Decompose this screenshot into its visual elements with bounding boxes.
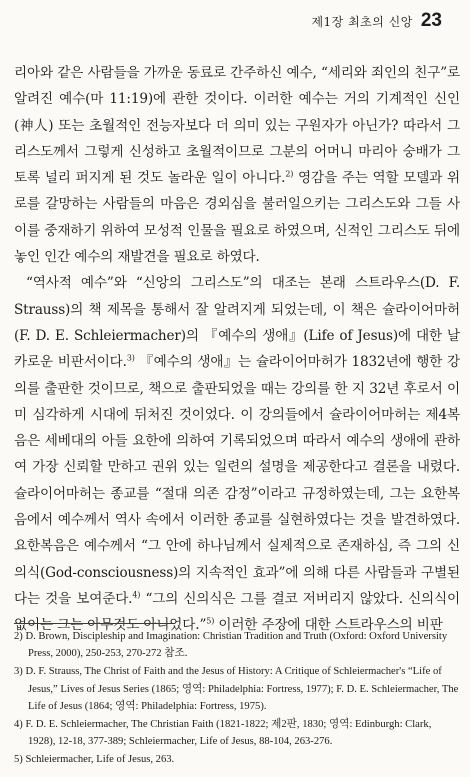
- footnote-ref-3: 3): [126, 353, 135, 363]
- footnote-ref-2: 2): [285, 169, 294, 179]
- paragraph-1: [14, 60, 460, 270]
- footnote-ref-4: 4): [132, 590, 141, 600]
- paragraph-1-text-b: 영감을 주는 역할 모델과 위로를 갈망하는 사람들의 마음은 경외심을 불러일으키는 그리스도와 그들 사이를 중재하기 위하여 모성적 인물을 필요로 하였으며, 신적인 그리스도 뒤에 놓인 인간 예수의 재발견을 필요로 하였다.: [14, 170, 460, 266]
- footnote-ref-5: 5): [206, 616, 215, 626]
- footnotes: [14, 628, 460, 770]
- paragraph-2-text-a: “역사적 예수”와 “신앙의 그리스도”의 대조는 본래 스트라우스(D. F. Strauss)의 책 제목을 통해서 잘 알려지게 되었는데, 이 책은 슐라이어마허(F. D. E. Schleiermacher)의 『예수의 생애』(Life of Jesus)에 대한 날카로운 비판서이다.: [14, 275, 460, 371]
- body-text: [14, 60, 460, 639]
- paragraph-2-text-d: 이러한 주장에 대한 스트라우스의 비판: [214, 617, 443, 634]
- page-number: 23: [420, 10, 442, 31]
- footnote-2: 2) D. Brown, Discipleship and Imagination: Christian Tradition and Truth (Oxford: Oxford University Press, 2000), 250-253, 270-272 참조.: [14, 631, 448, 660]
- footnote-5: 5) Schleiermacher, Life of Jesus, 263.: [14, 754, 175, 766]
- footnote-3: 3) D. F. Strauss, The Christ of Faith and the Jesus of History: A Critique of Schleiermacher's “Life of Jesus,” Lives of Jesus Series (1865; 영역: Philadelphia: Fortress, 1977); F. D. E. Schleiermacher, The Life of Jesus (1864; 영역: Philadelphia: Fortress, 1975).: [14, 666, 459, 712]
- page-header: [311, 10, 442, 32]
- footnote-4: 4) F. D. E. Schleiermacher, The Christian Faith (1821-1822; 제2판, 1830; 영역: Edinburgh: Clark, 1928), 12-18, 377-389; Schleiermacher, Life of Jesus, 88-104, 263-276.: [14, 719, 432, 748]
- paragraph-1-text-a: 리아와 같은 사람들을 가까운 동료로 간주하신 예수, “세리와 죄인의 친구”로 알려진 예수(마 11:19)에 관한 것이다. 이러한 예수는 거의 기계적인 신인(神人) 또는 초월적인 전능자보다 더 의미 있는 구원자가 아닌가? 따라서 그리스도께서 그렇게 신성하고 초월적이므로 그분의 어머니 마리아 숭배가 그토록 널리 퍼지게 된 것도 놀라운 일이 아니다.: [14, 65, 460, 187]
- running-title: 제1장 최초의 신앙: [311, 15, 413, 29]
- paragraph-2-text-c: “그의 신의식은 그를 결코 저버리지 않았다. 신의식이 없이는 그는 아무것도 아니었다.”: [14, 590, 460, 634]
- paragraph-2-text-b: 『예수의 생애』는 슐라이어마허가 1832년에 행한 강의를 출판한 것이므로, 책으로 출판되었을 때는 강의를 한 지 32년 후로서 이미 심각하게 시대에 뒤처진 것이었다. 이 강의들에서 슐라이어마허는 제4복음은 세베대의 아들 요한에 의하여 기록되었으며 따라서 예수의 생애에 관하여 가장 신뢰할 만하고 권위 있는 일련의 설명을 제공한다고 결론을 내렸다. 슐라이어마허는 종교를 “절대 의존 감정”이라고 규정하였는데, 그는 요한복음에서 예수께서 역사 속에서 이러한 종교를 실현하였다는 것을 발견하였다. 요한복음은 예수께서 “그 안에 하나님께서 실제적으로 존재하심, 즉 그의 신의식(God-consciousness)의 지속적인 효과”에 의해 다른 사람들과 구별된다는 것을 보여준다.: [14, 354, 460, 607]
- paragraph-2: [14, 270, 460, 638]
- footnote-divider: [14, 623, 174, 624]
